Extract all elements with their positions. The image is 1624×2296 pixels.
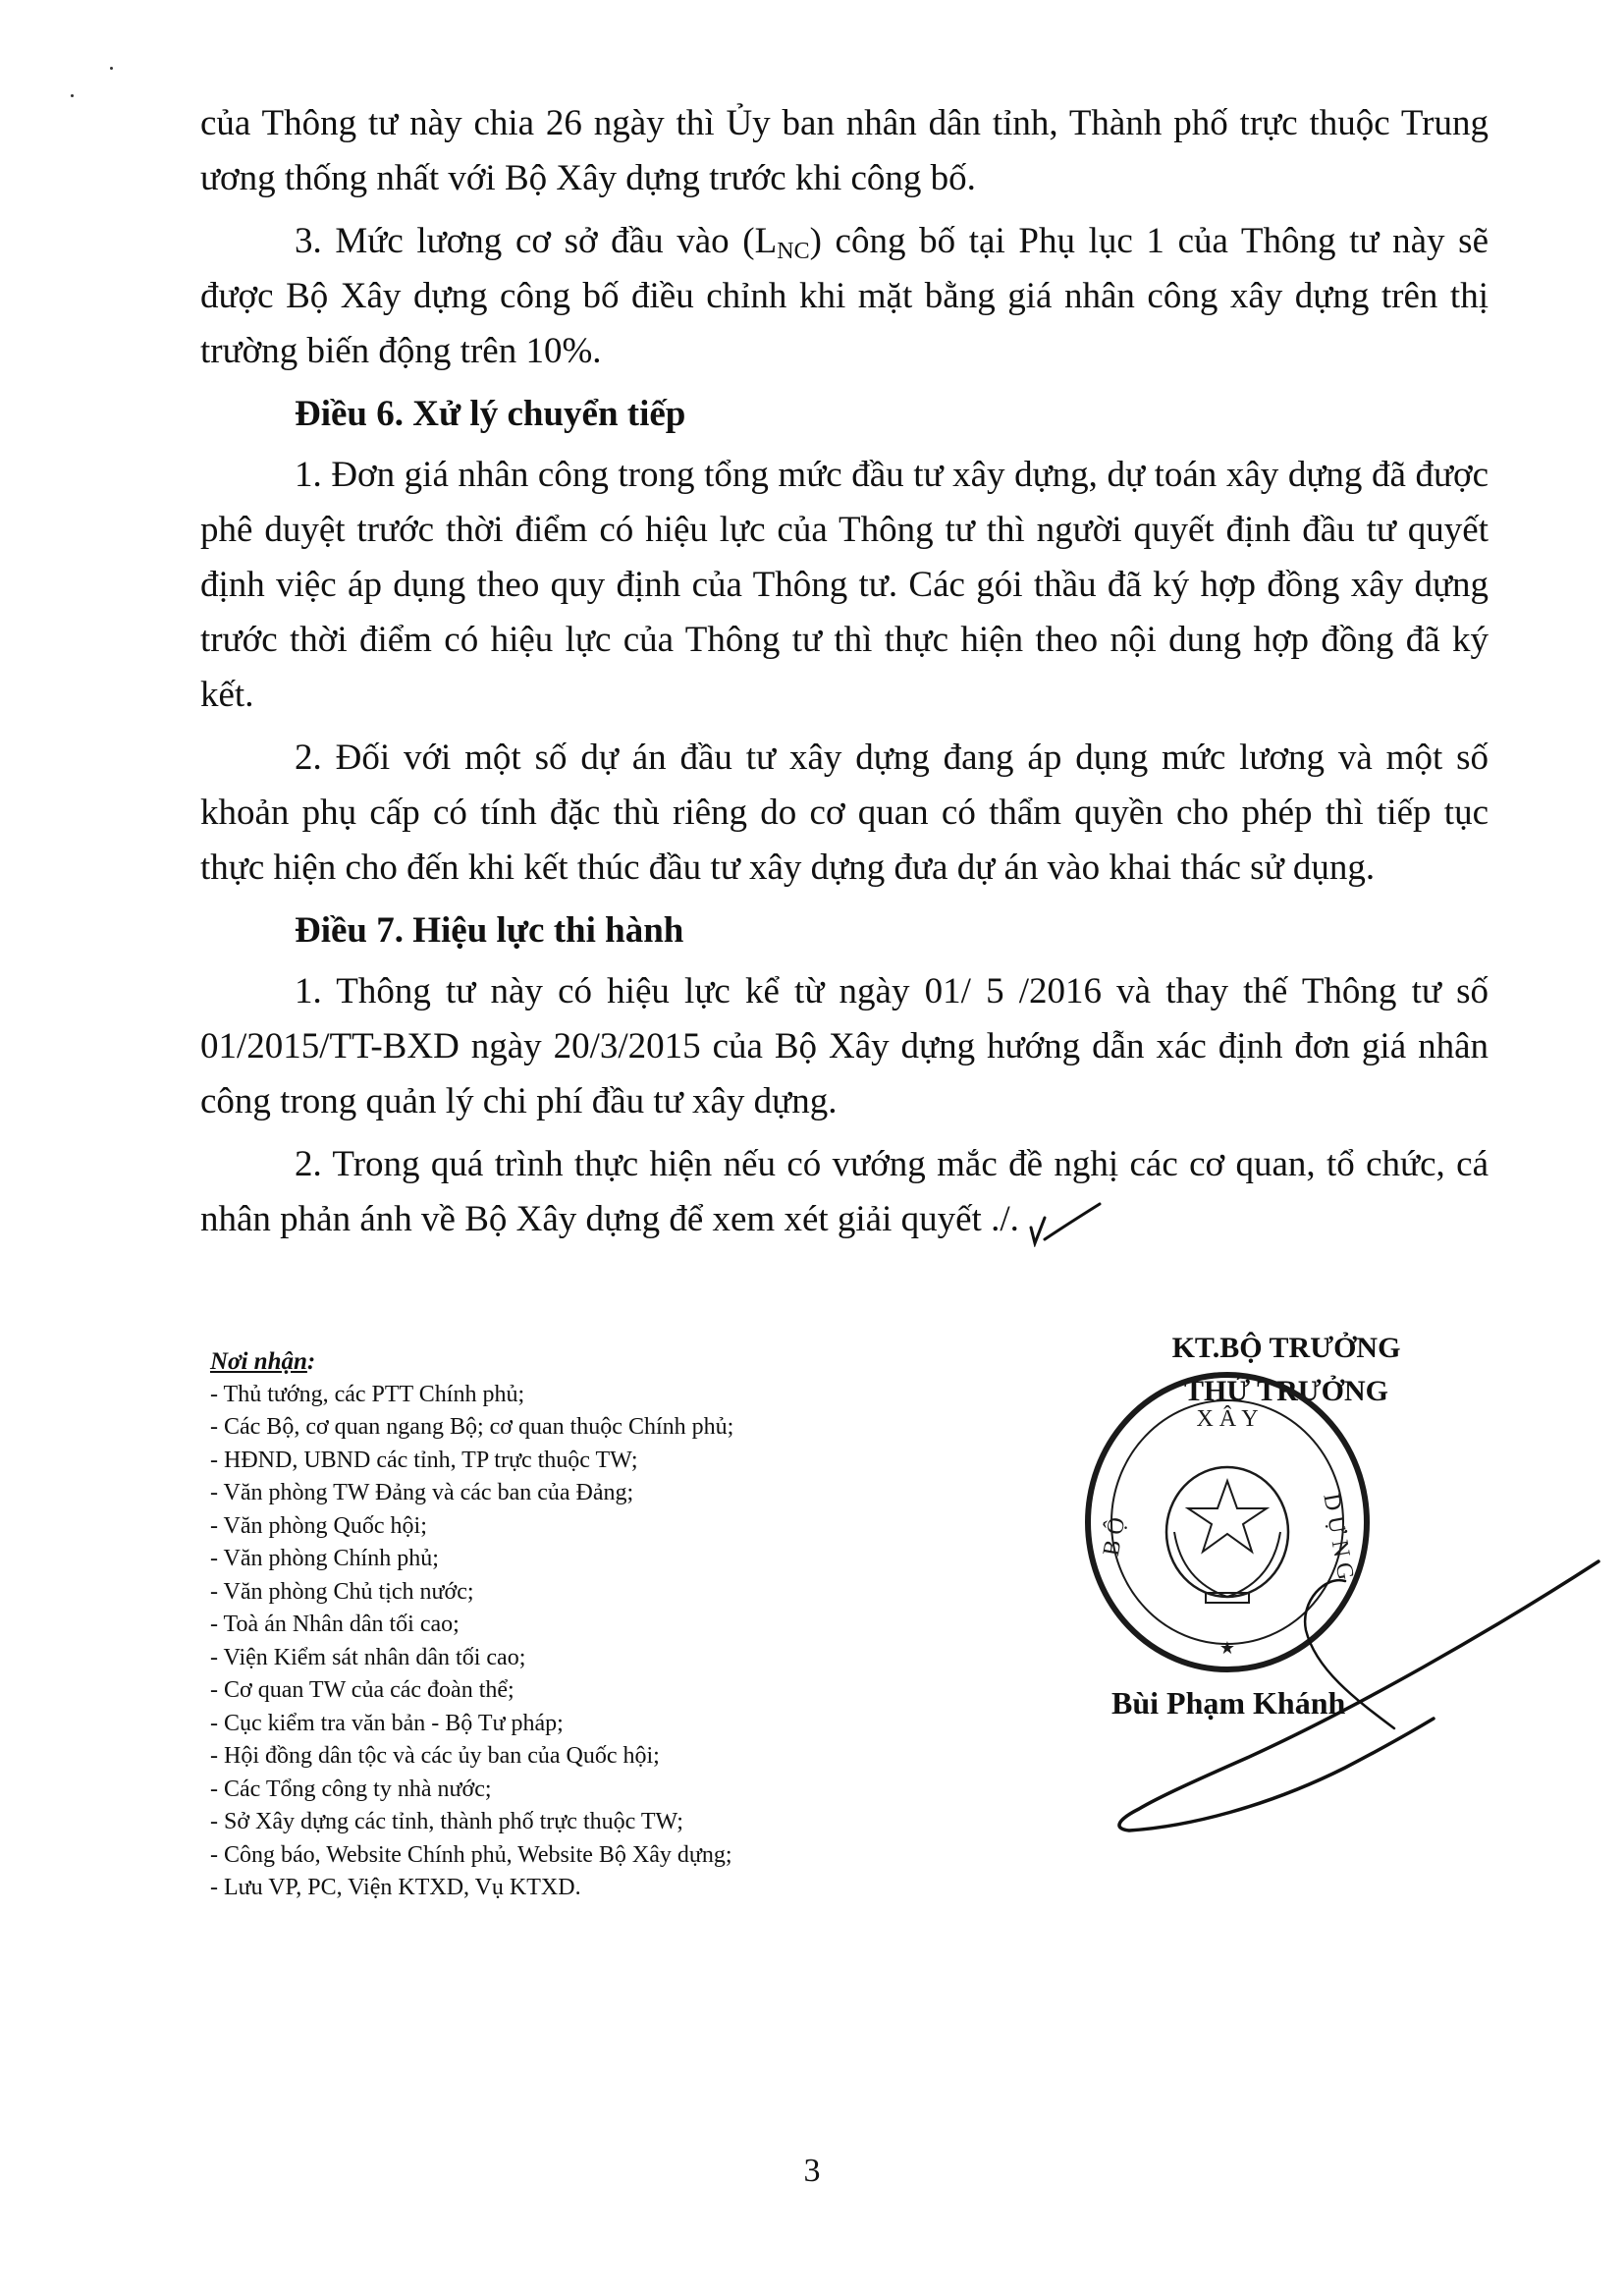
svg-text:B Ộ: B Ộ [1098,1515,1131,1558]
scan-speck [71,94,74,97]
recipient-item: - Các Bộ, cơ quan ngang Bộ; cơ quan thuộc Chính phủ; [210,1414,734,1440]
paragraph-base-salary: 3. Mức lương cơ sở đầu vào $(L_{NC})$ công bố tại Phụ lục 1 của Thông tư này sẽ được Bộ Xây dựng công bố điều chỉnh khi mặt bằng giá nhân công xây dựng trên thị trường biến động trên 10%. [200,221,1489,371]
page-number: 3 [803,2153,821,2189]
recipient-item: - HĐND, UBND các tỉnh, TP trực thuộc TW; [210,1447,638,1473]
recipient-item: - Cơ quan TW của các đoàn thể; [210,1677,514,1703]
recipients-block [210,1345,956,1905]
recipient-item: - Văn phòng Quốc hội; [210,1512,427,1539]
signer-name: Bùi Phạm Khánh [1111,1685,1346,1721]
article-7-paragraph-2: 2. Trong quá trình thực hiện nếu có vướng mắc đề nghị các cơ quan, tổ chức, cá nhân phản ánh về Bộ Xây dựng để xem xét giải quyết ./. [200,1137,1489,1247]
initial-mark-icon [1025,1198,1104,1247]
recipient-item: - Công báo, Website Chính phủ, Website Bộ Xây dựng; [210,1841,732,1868]
handwritten-signature-icon [1100,1552,1610,1846]
recipients-list [210,1379,956,1905]
signer-position-line1: KT.BỘ TRƯỞNG [1171,1332,1401,1364]
signer-position-line2: THỨ TRƯỞNG [1183,1375,1389,1407]
article-7-title: Điều 7. Hiệu lực thi hành [295,910,684,951]
paragraph-continuation: của Thông tư này chia 26 ngày thì Ủy ban nhân dân tỉnh, Thành phố trực thuộc Trung ương thống nhất với Bộ Xây dựng trước khi công bố. [200,103,1489,198]
article-7-paragraph-1: 1. Thông tư này có hiệu lực kể từ ngày 01/ 5 /2016 và thay thế Thông tư số 01/2015/TT-BXD ngày 20/3/2015 của Bộ Xây dựng hướng dẫn xác định đơn giá nhân công trong quản lý chi phí đầu tư xây dựng. [200,971,1489,1121]
recipient-item: - Cục kiểm tra văn bản - Bộ Tư pháp; [210,1710,564,1736]
recipient-item: - Văn phòng TW Đảng và các ban của Đảng; [210,1480,634,1505]
recipient-item: - Toà án Nhân dân tối cao; [210,1612,460,1637]
body-text [200,96,1489,1255]
recipient-item: - Thủ tướng, các PTT Chính phủ; [210,1381,525,1407]
article-6-paragraph-1: 1. Đơn giá nhân công trong tổng mức đầu tư xây dựng, dự toán xây dựng đã được phê duyệt trước thời điểm có hiệu lực của Thông tư thì người quyết định đầu tư quyết định việc áp dụng theo quy định của Thông tư. Các gói thầu đã ký hợp đồng xây dựng trước thời điểm có hiệu lực của Thông tư thì thực hiện theo nội dung hợp đồng đã ký kết. [200,455,1489,715]
svg-text:X Â Y: X Â Y [1196,1406,1259,1432]
article-6-paragraph-2: 2. Đối với một số dự án đầu tư xây dựng đang áp dụng mức lương và một số khoản phụ cấp có tính đặc thù riêng do cơ quan có thẩm quyền cho phép thì tiếp tục thực hiện cho đến khi kết thúc đầu tư xây dựng đưa dự án vào khai thác sử dụng. [200,738,1489,888]
recipient-item: - Lưu VP, PC, Viện KTXD, Vụ KTXD. [210,1875,581,1900]
scan-speck [110,67,113,70]
recipient-item: - Hội đồng dân tộc và các ủy ban của Quốc hội; [210,1743,660,1769]
recipients-title: Nơi nhận: [210,1348,316,1375]
recipient-item: - Sở Xây dựng các tỉnh, thành phố trực thuộc TW; [210,1809,683,1834]
recipient-item: - Các Tổng công ty nhà nước; [210,1776,492,1802]
recipient-item: - Viện Kiểm sát nhân dân tối cao; [210,1644,526,1670]
svg-text:★: ★ [1218,1638,1236,1658]
article-6-title: Điều 6. Xử lý chuyển tiếp [295,394,686,434]
recipient-item: - Văn phòng Chính phủ; [210,1546,439,1571]
svg-text:D Ự N G: D Ự N G [1318,1491,1359,1582]
recipient-item: - Văn phòng Chủ tịch nước; [210,1578,474,1605]
